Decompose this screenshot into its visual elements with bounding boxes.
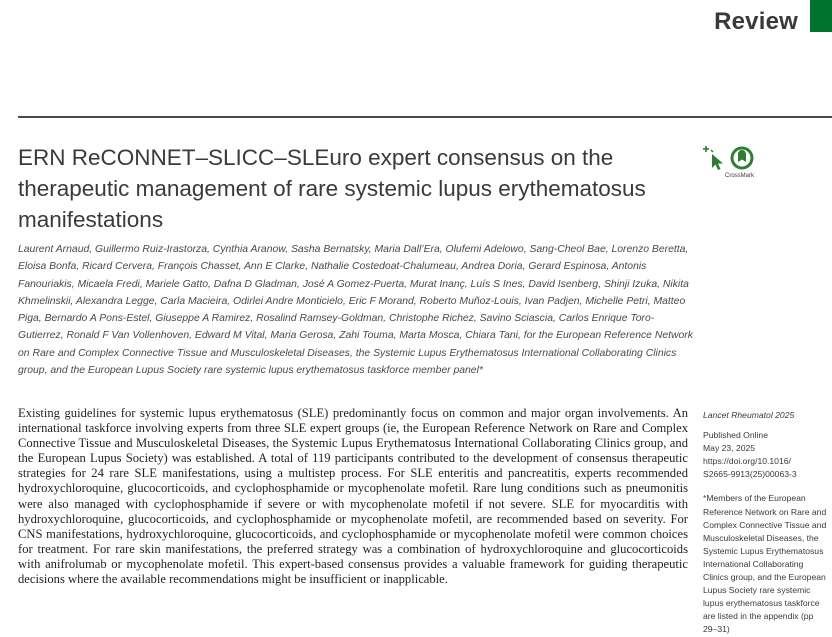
abstract-summary: Existing guidelines for systemic lupus erythematosus (SLE) predominantly focus on common and major organ involvements. An international taskforce involving experts from three SLE expert groups (ie, the European Reference Network on Rare and Complex Connective Tissue and Musculoskeletal Diseases, the Systemic Lupus Erythematosus International Collaborating Clinics group, and the European Lupus Society) was established. A total of 119 participants contributed to the development of consensus therapeutic strategies for 24 rare SLE manifestations, using a multistep process. For SLE enteritis and pancreatitis, experts recommended hydroxychloroquine, glucocorticoids, and cyclophosphamide or mycophenolate mofetil. Rare lung conditions such as pneumonitis were also managed with cyclophosphamide if severe or with mycophenolate mofetil if not severe. SLE for myocarditis with hydroxychloroquine, glucocorticoids, and cyclophosphamide or mycophenolate mofetil, are recommended based on severity. For CNS manifestations, hydroxychloroquine, glucocorticoids, and cyclophosphamide or mycophenolate mofetil were common choices for treatment. For rare skin manifestations, the preferred strategy was a combination of hydroxychloroquine and glucocorticoids with anifrolumab or mycophenolate mofetil. This expert-based consensus provides a valuable framework for guiding therapeutic decisions where the available recommendations might be insufficient or inapplicable. bbox=[18, 406, 688, 587]
crossmark-label: CrossMark bbox=[725, 173, 755, 179]
header-rule bbox=[18, 116, 832, 118]
article-title: ERN ReCONNET–SLICC–SLEuro expert consensus on the therapeutic management of rare systemic lupus erythematosus manifestations bbox=[18, 145, 646, 232]
article-sidebar bbox=[703, 409, 828, 637]
member-panel-note: *Members of the European Reference Network on Rare and Complex Connective Tissue and Musculoskeletal Diseases, the Systemic Lupus Erythematosus International Collaborating Clinics group, and the European Lupus Society rare systemic lupus erythematosus taskforce are listed in the appendix (pp 29–31) bbox=[703, 493, 827, 635]
journal-citation: Lancet Rheumatol 2025 bbox=[703, 410, 795, 420]
cursor-sparkle-icon bbox=[703, 146, 723, 170]
doi-link-line2[interactable]: S2665-9913(25)00063-3 bbox=[703, 469, 797, 480]
author-list: Laurent Arnaud, Guillermo Ruiz-Irastorza, Cynthia Aranow, Sasha Bernatsky, Maria Dall’Era, Olufemi Adelowo, Sang-Cheol Bae, Lorenzo Beretta, Eloisa Bonfa, Ricard Cervera, François Chasset, Ann E Clarke, Nathalie Costedoat-Chalumeau, Andrea Doria, Gerard Espinosa, Antonis Fanouriakis, Micaela Fredi, Mariele Gatto, Dafna D Gladman, José A Gomez-Puerta, Murat Inanç, Luís S Ines, David Isenberg, Shinji Izuka, Nikita Khmelinskii, Alexandra Legge, Carla Macieira, Odirlei Andre Monticielo, Eric F Morand, Roberto Muñoz-Louis, Ivan Padjen, Michelle Petri, Matteo Piga, Bernardo A Pons-Estel, Giuseppe A Ramirez, Rosalind Ramsey-Goldman, Christophe Richez, Savino Sciascia, Carlos Enrique Toro-Gutierrez, Ronald F Van Vollenhoven, Edward M Vital, Maria Gerosa, Zahi Touma, Marta Mosca, Chiara Tani, for the European Reference Network on Rare and Complex Connective Tissue and Musculoskeletal Diseases, the Systemic Lupus Erythematosus International Collaborating Clinics group, and the European Lupus Society rare systemic lupus erythematosus taskforce member panel* bbox=[18, 244, 693, 377]
doi-link-line1[interactable]: https://doi.org/10.1016/ bbox=[703, 456, 791, 467]
published-status: Published Online bbox=[703, 430, 768, 441]
published-date: May 23, 2025 bbox=[703, 443, 756, 454]
section-color-bar bbox=[810, 0, 832, 32]
section-label: Review bbox=[714, 8, 798, 35]
